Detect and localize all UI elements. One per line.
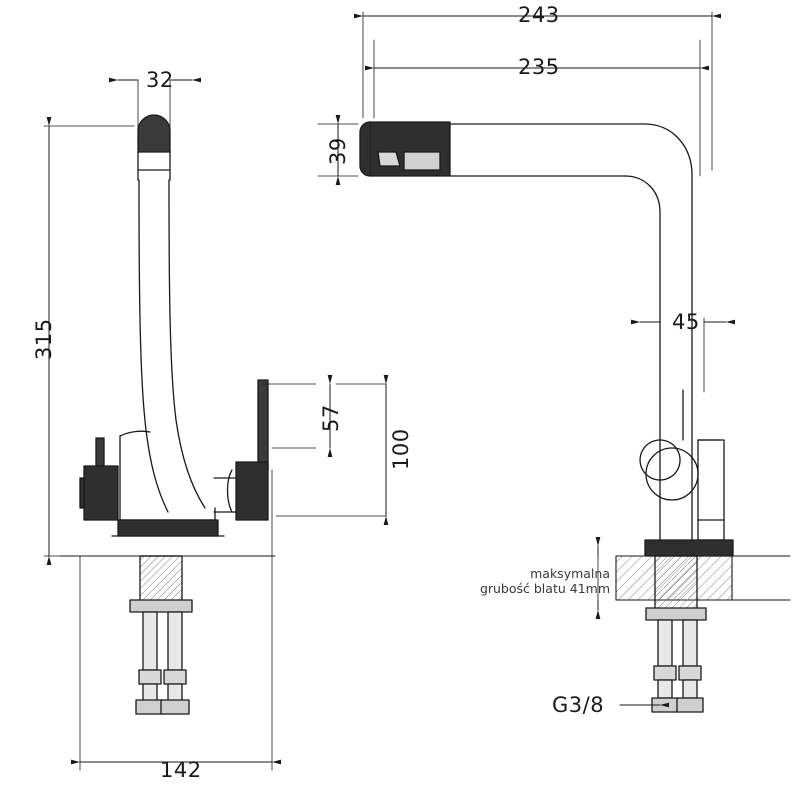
- dim-total-height-315: 315: [32, 318, 56, 360]
- dim-spout-width-32: 32: [146, 68, 174, 92]
- note-line-1: maksymalna: [530, 566, 610, 581]
- dim-reach-inner-235: 235: [518, 55, 560, 79]
- dim-handle-height-100: 100: [389, 428, 413, 470]
- dim-lever-height-57: 57: [319, 404, 343, 432]
- label-thread-g38: G3/8: [552, 693, 605, 717]
- dim-spout-head-height-39: 39: [326, 137, 350, 165]
- note-line-2: grubość blatu 41mm: [479, 581, 610, 596]
- dim-body-width-45: 45: [672, 310, 700, 334]
- dim-reach-outer-243: 243: [518, 3, 560, 27]
- note-countertop-max-thickness: [455, 566, 610, 596]
- dim-base-width-142: 142: [160, 758, 202, 782]
